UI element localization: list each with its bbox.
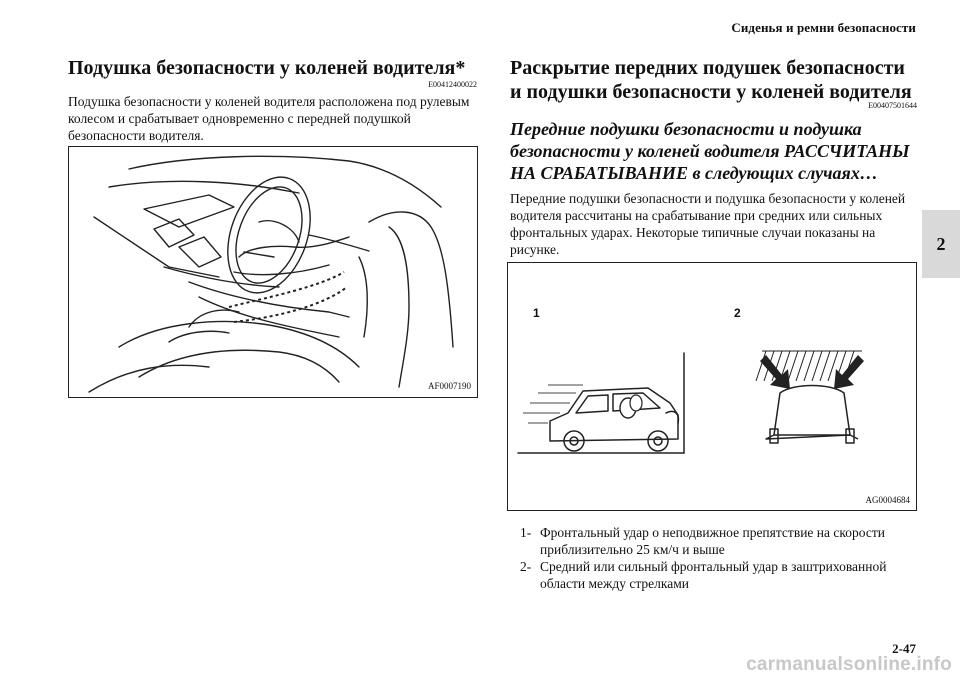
legend-number: 2-	[520, 559, 532, 574]
running-header: Сиденья и ремни безопасности	[731, 20, 916, 35]
deployment-conditions-heading: Передние подушки безопасности и подушка безопасности у коленей водителя РАССЧИТАНЫ НА СРАБАТЫВАНИЕ в следующих случаях…	[510, 119, 910, 183]
left-body-text: Подушка безопасности у коленей водителя расположена под рулевым колесом и срабатывает одновременно с передней подушкой безопасности водителя.	[68, 94, 470, 143]
right-body-text: Передние подушки безопасности и подушка безопасности у коленей водителя рассчитаны на срабатывание при средних или сильных фронтальных ударах. Некоторые типичные случаи показаны на рисунке.	[510, 191, 906, 257]
collision-figure	[507, 262, 917, 511]
chapter-tab: 2	[922, 210, 960, 278]
legend-text: Средний или сильный фронтальный удар в заштрихованной области между стрелками	[540, 559, 887, 591]
figure-label-2: 2	[734, 306, 741, 320]
legend-text: Фронтальный удар о неподвижное препятствие на скорости приблизительно 25 км/ч и выше	[540, 525, 885, 557]
legend-number: 1-	[520, 525, 532, 540]
collision-illustration	[508, 263, 916, 510]
left-section-title: Подушка безопасности у коленей водителя*	[68, 57, 466, 79]
page-number: 2-47	[892, 641, 916, 656]
site-watermark[interactable]: carmanualsonline.info	[746, 654, 952, 675]
left-section-code: E00412400022	[428, 80, 477, 89]
figure-label-1: 1	[533, 306, 540, 320]
right-section-title: Раскрытие передних подушек безопасности и подушки безопасности у коленей водителя	[510, 57, 912, 103]
knee-airbag-illustration	[69, 147, 477, 397]
right-figure-code: AG0004684	[865, 495, 910, 505]
legend-item	[520, 524, 920, 558]
figure-legend	[520, 524, 920, 592]
right-section-code: E00407501644	[868, 101, 917, 110]
knee-airbag-figure	[68, 146, 478, 398]
legend-item	[520, 558, 920, 592]
left-figure-code: AF0007190	[427, 381, 471, 391]
